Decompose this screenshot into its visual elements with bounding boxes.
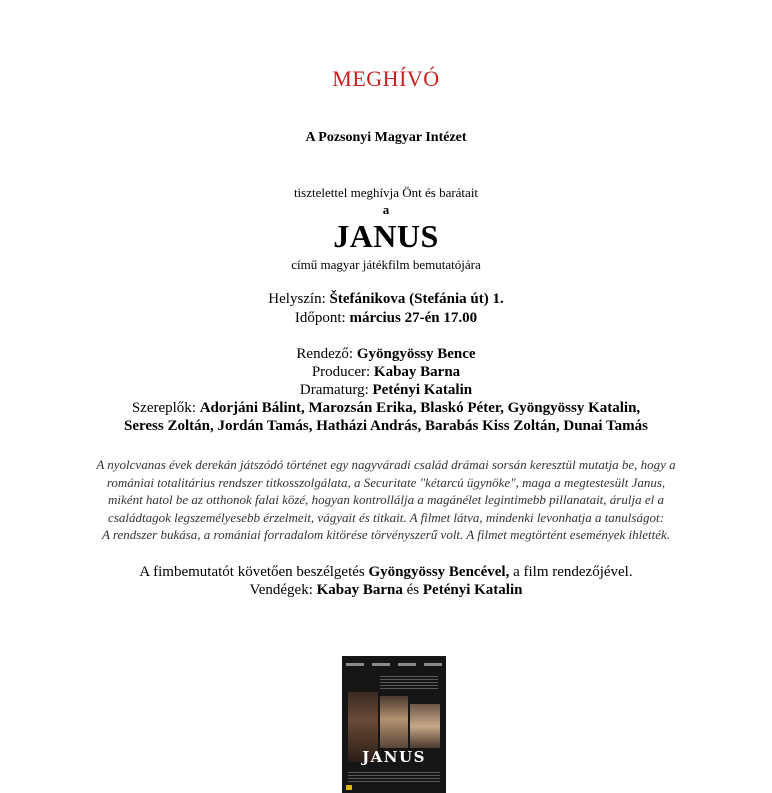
synopsis-line: A rendszer bukása, a romániai forradalom kitörése törvényszerű volt. A filmet megtörtént események ihlették. xyxy=(101,527,671,542)
guest-2: Petényi Katalin xyxy=(422,582,523,598)
discussion-suffix: a film rendezőjével. xyxy=(509,564,633,580)
synopsis-line: romániai totalitárius rendszer titkosszolgálata, a Securitate "kétarcú ügynöke", maga a megtestesült Janus, xyxy=(106,474,666,490)
poster-title: JANUS xyxy=(362,748,426,766)
discussion-prefix: A fimbemutatót követően beszélgetés xyxy=(139,564,369,580)
poster-photo-middle xyxy=(380,696,408,748)
time-line xyxy=(0,310,772,327)
guests-label: Vendégek: xyxy=(249,582,317,598)
dramaturg-name: Petényi Katalin xyxy=(372,382,473,398)
synopsis-line: családtagok legszemélyesebb érzelmeit, vágyait és titkait. A filmet látva, mindenki levonhatja a tanulságot: xyxy=(108,509,664,525)
organizer-name: A Pozsonyi Magyar Intézet xyxy=(305,130,467,145)
synopsis xyxy=(0,456,772,544)
cast-line-1 xyxy=(0,400,772,417)
cast-names-2: Seress Zoltán, Jordán Tamás, Hatházi András, Barabás Kiss Zoltán, Dunai Tamás xyxy=(123,418,648,434)
synopsis-line: miként hatol be az otthonok falai közé, hogyan kontrollálja a magánélet legintimebb pillanatait, árulja el a xyxy=(108,492,664,507)
cast-line-2 xyxy=(0,418,772,435)
producer-line xyxy=(0,364,772,381)
film-title: JANUS xyxy=(333,218,439,254)
poster-bottom-credits xyxy=(348,772,440,784)
time-label: Időpont: xyxy=(294,310,350,326)
poster-logo-icon xyxy=(346,785,352,790)
poster-photo-right xyxy=(410,704,440,748)
producer-label: Producer: xyxy=(311,364,374,380)
invitation-text: tisztelettel meghívja Önt és barátait xyxy=(293,185,479,200)
dramaturg-line xyxy=(0,382,772,399)
page-title: MEGHÍVÓ xyxy=(332,66,440,91)
poster-tagline xyxy=(380,676,438,690)
director-line xyxy=(0,346,772,363)
discussion-line xyxy=(0,564,772,581)
cast-names-1: Adorjáni Bálint, Marozsán Erika, Blaskó Péter, Gyöngyössy Katalin, xyxy=(199,400,641,416)
guests-and: és xyxy=(402,582,423,598)
dramaturg-label: Dramaturg: xyxy=(299,382,373,398)
guests-line xyxy=(0,582,772,599)
time-value: március 27-én 17.00 xyxy=(349,310,478,326)
venue-line xyxy=(0,291,772,308)
guest-1: Kabay Barna xyxy=(316,582,403,598)
invitation-article: a xyxy=(382,202,390,217)
producer-name: Kabay Barna xyxy=(373,364,461,380)
venue-value: Štefánikova (Stefánia út) 1. xyxy=(329,291,504,307)
discussion-name: Gyöngyössy Bencével, xyxy=(368,564,510,580)
film-poster xyxy=(342,656,446,793)
synopsis-line: A nyolcvanas évek derekán játszódó történet egy nagyváradi család drámai sorsán keresztül mutatja be, hogy a xyxy=(96,457,676,472)
director-label: Rendező: xyxy=(296,346,357,362)
film-subtitle: című magyar játékfilm bemutatójára xyxy=(291,257,481,272)
poster-top-credits xyxy=(346,663,442,669)
venue-label: Helyszín: xyxy=(268,291,330,307)
director-name: Gyöngyössy Bence xyxy=(356,346,476,362)
cast-label: Szereplők: xyxy=(131,400,200,416)
